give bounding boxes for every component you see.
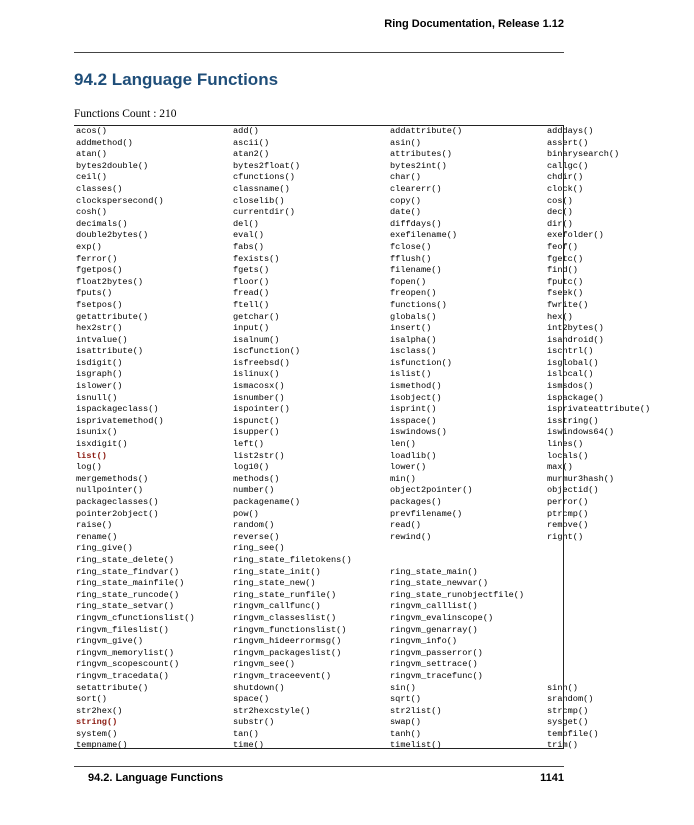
table-row — [74, 393, 694, 405]
function-cell: ceil() — [76, 172, 107, 183]
function-cell: rename() — [76, 531, 118, 542]
function-cell: ringvm_tracefunc() — [390, 670, 483, 681]
function-cell: ringvm_info() — [390, 636, 458, 647]
function-cell: exefolder() — [547, 230, 604, 241]
function-cell — [545, 578, 694, 590]
function-cell: fseek() — [547, 288, 584, 299]
function-cell: isnull() — [76, 392, 118, 403]
function-cell: functions() — [390, 299, 447, 310]
function-cell: substr() — [233, 717, 275, 728]
function-cell: feof() — [547, 241, 578, 252]
function-cell: list() — [76, 450, 107, 461]
function-cell: date() — [390, 207, 421, 218]
table-row — [74, 543, 694, 555]
function-cell: ring_state_mainfile() — [76, 578, 185, 589]
function-cell: chdir() — [547, 172, 584, 183]
function-cell: fgetpos() — [76, 265, 123, 276]
function-cell: methods() — [233, 473, 280, 484]
function-cell: srandom() — [547, 694, 594, 705]
table-row — [74, 416, 694, 428]
function-cell: pointer2object() — [76, 508, 159, 519]
function-cell: len() — [390, 439, 416, 450]
function-cell: isclass() — [390, 346, 437, 357]
function-cell: rewind() — [390, 531, 432, 542]
function-cell: islocal() — [547, 369, 594, 380]
function-cell: remove() — [547, 520, 589, 531]
function-cell: dir() — [547, 218, 573, 229]
function-cell: ringvm_hideerrormsg() — [233, 636, 342, 647]
table-row — [74, 532, 694, 544]
table-row — [74, 230, 694, 242]
table-row — [74, 601, 694, 613]
function-cell: ferror() — [76, 253, 118, 264]
function-cell: ring_state_init() — [233, 566, 321, 577]
function-cell: tanh() — [390, 728, 421, 739]
page-number: 1141 — [540, 772, 564, 784]
function-cell: max() — [547, 462, 573, 473]
table-row — [74, 207, 694, 219]
function-cell: ispackage() — [547, 392, 604, 403]
function-cell: acos() — [76, 126, 107, 136]
function-cell: isupper() — [233, 427, 280, 438]
table-row — [74, 497, 694, 509]
table-row — [74, 358, 694, 370]
function-cell: isglobal() — [547, 357, 599, 368]
function-cell: clockspersecond() — [76, 195, 164, 206]
header-divider — [74, 52, 564, 53]
table-row — [74, 369, 694, 381]
function-cell: loadlib() — [390, 450, 437, 461]
function-cell: insert() — [390, 323, 432, 334]
table-row — [74, 242, 694, 254]
table-row — [74, 729, 694, 741]
function-cell: str2list() — [390, 705, 442, 716]
function-cell: left() — [233, 439, 264, 450]
table-row — [74, 439, 694, 451]
function-cell: ringvm_see() — [233, 659, 295, 670]
function-cell: swap() — [390, 717, 421, 728]
function-cell: cosh() — [76, 207, 107, 218]
function-cell: isandroid() — [547, 334, 604, 345]
table-row — [74, 659, 694, 671]
function-cell: shutdown() — [233, 682, 285, 693]
function-cell: decimals() — [76, 218, 128, 229]
function-cell: ring_state_delete() — [76, 554, 174, 565]
function-cell: isprint() — [390, 404, 437, 415]
table-row — [74, 474, 694, 486]
function-cell: tempname() — [76, 740, 128, 751]
table-row — [74, 265, 694, 277]
function-cell: isnumber() — [233, 392, 285, 403]
table-row — [74, 381, 694, 393]
table-row — [74, 555, 694, 567]
table-row — [74, 346, 694, 358]
function-cell: fputc() — [547, 276, 584, 287]
function-cell: attributes() — [390, 149, 452, 160]
function-cell: fsetpos() — [76, 299, 123, 310]
function-cell: classes() — [76, 183, 123, 194]
function-cell: add() — [233, 126, 259, 136]
function-cell: int2bytes() — [547, 323, 604, 334]
function-cell: ringvm_evalinscope() — [390, 612, 494, 623]
function-cell: isfreebsd() — [233, 357, 290, 368]
function-cell: fwrite() — [547, 299, 589, 310]
function-cell: ringvm_callfunc() — [233, 601, 321, 612]
function-cell: ringvm_passerror() — [390, 647, 483, 658]
functions-table — [74, 126, 694, 752]
table-row — [74, 578, 694, 590]
function-cell: fread() — [233, 288, 270, 299]
function-cell: ringvm_traceevent() — [233, 670, 331, 681]
function-cell: diffdays() — [390, 218, 442, 229]
function-cell: double2bytes() — [76, 230, 149, 241]
function-cell: isprivatemethod() — [76, 415, 164, 426]
function-cell: filename() — [390, 265, 442, 276]
function-cell: sqrt() — [390, 694, 421, 705]
function-cell: ispackageclass() — [76, 404, 159, 415]
function-cell: isalnum() — [233, 334, 280, 345]
table-row — [74, 625, 694, 637]
function-cell — [545, 590, 694, 602]
function-cell: assert() — [547, 137, 589, 148]
function-cell: nullpointer() — [76, 485, 144, 496]
table-row — [74, 427, 694, 439]
function-cell: right() — [547, 531, 584, 542]
function-cell — [545, 543, 694, 555]
function-cell: isattribute() — [76, 346, 144, 357]
function-cell: ismethod() — [390, 381, 442, 392]
function-cell: mergemethods() — [76, 473, 149, 484]
function-cell: callgc() — [547, 160, 589, 171]
function-cell — [545, 659, 694, 671]
table-row — [74, 451, 694, 463]
function-cell: fopen() — [390, 276, 427, 287]
table-row — [74, 648, 694, 660]
function-cell: exefilename() — [390, 230, 458, 241]
function-cell — [545, 636, 694, 648]
function-cell: globals() — [390, 311, 437, 322]
function-cell: sort() — [76, 694, 107, 705]
function-cell: islinux() — [233, 369, 280, 380]
function-cell: ispointer() — [233, 404, 290, 415]
function-cell: read() — [390, 520, 421, 531]
function-cell: ring_state_runcode() — [76, 589, 180, 600]
function-cell — [545, 601, 694, 613]
function-cell: ringvm_functionslist() — [233, 624, 347, 635]
table-row — [74, 613, 694, 625]
function-cell: lines() — [547, 439, 584, 450]
table-row — [74, 312, 694, 324]
function-cell: space() — [233, 694, 270, 705]
function-cell: fclose() — [390, 241, 432, 252]
function-cell: adddays() — [547, 126, 594, 136]
function-cell: ispunct() — [233, 415, 280, 426]
function-cell: ringvm_packageslist() — [233, 647, 342, 658]
function-cell: isgraph() — [76, 369, 123, 380]
function-cell: locals() — [547, 450, 589, 461]
function-cell: objectid() — [547, 485, 599, 496]
function-cell: murmur3hash() — [547, 473, 615, 484]
function-cell: prevfilename() — [390, 508, 463, 519]
table-row — [74, 161, 694, 173]
table-row — [74, 138, 694, 150]
function-cell: fflush() — [390, 253, 432, 264]
function-cell: packagename() — [233, 497, 301, 507]
function-cell: iswindows64() — [547, 427, 615, 438]
function-cell: dec() — [547, 207, 573, 218]
function-cell — [545, 625, 694, 637]
function-cell: strcmp() — [547, 705, 589, 716]
table-row — [74, 149, 694, 161]
table-row — [74, 288, 694, 300]
table-row — [74, 717, 694, 729]
function-cell: atan2() — [233, 149, 270, 160]
function-cell: getattribute() — [76, 311, 149, 322]
function-cell: number() — [233, 485, 275, 496]
table-row — [74, 335, 694, 347]
function-cell — [388, 555, 545, 567]
table-row — [74, 509, 694, 521]
function-cell: floor() — [233, 276, 270, 287]
function-cell: iswindows() — [390, 427, 447, 438]
table-row — [74, 196, 694, 208]
table-row — [74, 485, 694, 497]
function-cell: ring_state_setvar() — [76, 601, 174, 612]
function-cell: tempfile() — [547, 728, 599, 739]
function-cell: raise() — [76, 520, 113, 531]
function-cell: islower() — [76, 381, 123, 392]
function-cell: ring_state_runfile() — [233, 589, 337, 600]
function-cell: tan() — [233, 728, 259, 739]
function-cell: isxdigit() — [76, 439, 128, 450]
function-cell: ring_state_main() — [390, 566, 478, 577]
function-cell — [545, 555, 694, 567]
function-cell: pow() — [233, 508, 259, 519]
function-cell: freopen() — [390, 288, 437, 299]
function-cell: find() — [547, 265, 578, 276]
function-cell: str2hexcstyle() — [233, 705, 311, 716]
function-cell: iscfunction() — [233, 346, 301, 357]
function-cell: min() — [390, 473, 416, 484]
function-cell: islist() — [390, 369, 432, 380]
function-cell: closelib() — [233, 195, 285, 206]
function-cell: eval() — [233, 230, 264, 241]
function-cell: hex2str() — [76, 323, 123, 334]
function-cell: exp() — [76, 241, 102, 252]
function-cell: fputs() — [76, 288, 113, 299]
function-cell: isunix() — [76, 427, 118, 438]
function-cell: log() — [76, 462, 102, 473]
function-cell: binarysearch() — [547, 149, 620, 160]
function-cell: string() — [76, 717, 118, 728]
function-cell — [545, 567, 694, 579]
table-row — [74, 590, 694, 602]
footer-divider — [74, 766, 564, 767]
function-cell: trim() — [547, 740, 578, 751]
table-row — [74, 671, 694, 683]
function-cell: str2hex() — [76, 705, 123, 716]
table-row — [74, 462, 694, 474]
function-cell: asin() — [390, 137, 421, 148]
table-row — [74, 300, 694, 312]
function-cell: input() — [233, 323, 270, 334]
function-cell: ringvm_give() — [76, 636, 144, 647]
table-row — [74, 219, 694, 231]
function-cell: log10() — [233, 462, 270, 473]
function-cell: ptrcmp() — [547, 508, 589, 519]
functions-table-body — [74, 126, 694, 752]
section-title: 94.2 Language Functions — [74, 70, 279, 89]
function-cell: timelist() — [390, 740, 442, 751]
function-cell: bytes2int() — [390, 160, 447, 171]
function-cell: ringvm_scopescount() — [76, 659, 180, 670]
function-cell: isfunction() — [390, 357, 452, 368]
functions-table-container — [74, 125, 651, 751]
function-cell: ring_state_newvar() — [390, 578, 488, 589]
running-header: Ring Documentation, Release 1.12 — [384, 18, 564, 30]
function-cell — [545, 613, 694, 625]
table-row — [74, 567, 694, 579]
function-cell: ringvm_tracedata() — [76, 670, 169, 681]
functions-count: Functions Count : 210 — [74, 108, 177, 120]
function-cell: isstring() — [547, 415, 599, 426]
function-cell: sin() — [390, 682, 416, 693]
function-cell: list2str() — [233, 450, 285, 461]
function-cell — [545, 648, 694, 660]
function-cell: cos() — [547, 195, 573, 206]
function-cell: cfunctions() — [233, 172, 295, 183]
function-cell: ring_state_runobjectfile() — [390, 589, 525, 600]
function-cell — [545, 671, 694, 683]
table-row — [74, 683, 694, 695]
function-cell: random() — [233, 520, 275, 531]
function-cell: hex() — [547, 311, 573, 322]
function-cell: float2bytes() — [76, 276, 144, 287]
function-cell: ringvm_genarray() — [390, 624, 478, 635]
function-cell: ring_see() — [233, 543, 285, 554]
function-cell: fgets() — [233, 265, 270, 276]
function-cell: char() — [390, 172, 421, 183]
function-cell: ringvm_cfunctionslist() — [76, 612, 195, 623]
function-cell: lower() — [390, 462, 427, 473]
function-cell: ismacosx() — [233, 381, 285, 392]
function-cell: isobject() — [390, 392, 442, 403]
table-row — [74, 277, 694, 289]
function-cell: isdigit() — [76, 357, 123, 368]
table-row — [74, 694, 694, 706]
table-row — [74, 404, 694, 416]
function-cell: del() — [233, 218, 259, 229]
function-cell: clock() — [547, 183, 584, 194]
function-cell: fgetc() — [547, 253, 584, 264]
table-row — [74, 740, 694, 752]
table-row — [74, 323, 694, 335]
function-cell: fabs() — [233, 241, 264, 252]
function-cell: currentdir() — [233, 207, 295, 218]
function-cell: addmethod() — [76, 137, 133, 148]
function-cell: setattribute() — [76, 682, 149, 693]
function-cell: classname() — [233, 183, 290, 194]
function-cell: ringvm_classeslist() — [233, 612, 337, 623]
function-cell: perror() — [547, 497, 589, 507]
table-row — [74, 520, 694, 532]
function-cell: object2pointer() — [390, 485, 473, 496]
function-cell: ring_give() — [76, 543, 133, 554]
function-cell: ascii() — [233, 137, 270, 148]
function-cell: ring_state_new() — [233, 578, 316, 589]
function-cell: bytes2double() — [76, 160, 149, 171]
function-cell: ringvm_memorylist() — [76, 647, 174, 658]
function-cell: getchar() — [233, 311, 280, 322]
table-row — [74, 636, 694, 648]
function-cell: isalpha() — [390, 334, 437, 345]
function-cell: ismsdos() — [547, 381, 594, 392]
function-cell: fexists() — [233, 253, 280, 264]
function-cell: time() — [233, 740, 264, 751]
table-row — [74, 706, 694, 718]
function-cell: ring_state_findvar() — [76, 566, 180, 577]
function-cell — [388, 543, 545, 555]
function-cell: bytes2float() — [233, 160, 301, 171]
function-cell: ring_state_filetokens() — [233, 554, 352, 565]
function-cell: ringvm_settrace() — [390, 659, 478, 670]
table-row — [74, 172, 694, 184]
function-cell: sysget() — [547, 717, 589, 728]
function-cell: atan() — [76, 149, 107, 160]
footer-section: 94.2. Language Functions — [88, 772, 224, 784]
function-cell: copy() — [390, 195, 421, 206]
function-cell: addattribute() — [390, 126, 463, 136]
function-cell: packages() — [390, 497, 442, 507]
table-row — [74, 126, 694, 138]
function-cell: intvalue() — [76, 334, 128, 345]
function-cell: clearerr() — [390, 183, 442, 194]
function-cell: iscntrl() — [547, 346, 594, 357]
function-cell: isspace() — [390, 415, 437, 426]
table-row — [74, 184, 694, 196]
function-cell: ftell() — [233, 299, 270, 310]
function-cell: sinh() — [547, 682, 578, 693]
table-row — [74, 254, 694, 266]
function-cell: system() — [76, 728, 118, 739]
function-cell: packageclasses() — [76, 497, 159, 507]
function-cell: ringvm_fileslist() — [76, 624, 169, 635]
function-cell: ringvm_calllist() — [390, 601, 478, 612]
function-cell: reverse() — [233, 531, 280, 542]
function-cell: isprivateattribute() — [547, 404, 651, 415]
